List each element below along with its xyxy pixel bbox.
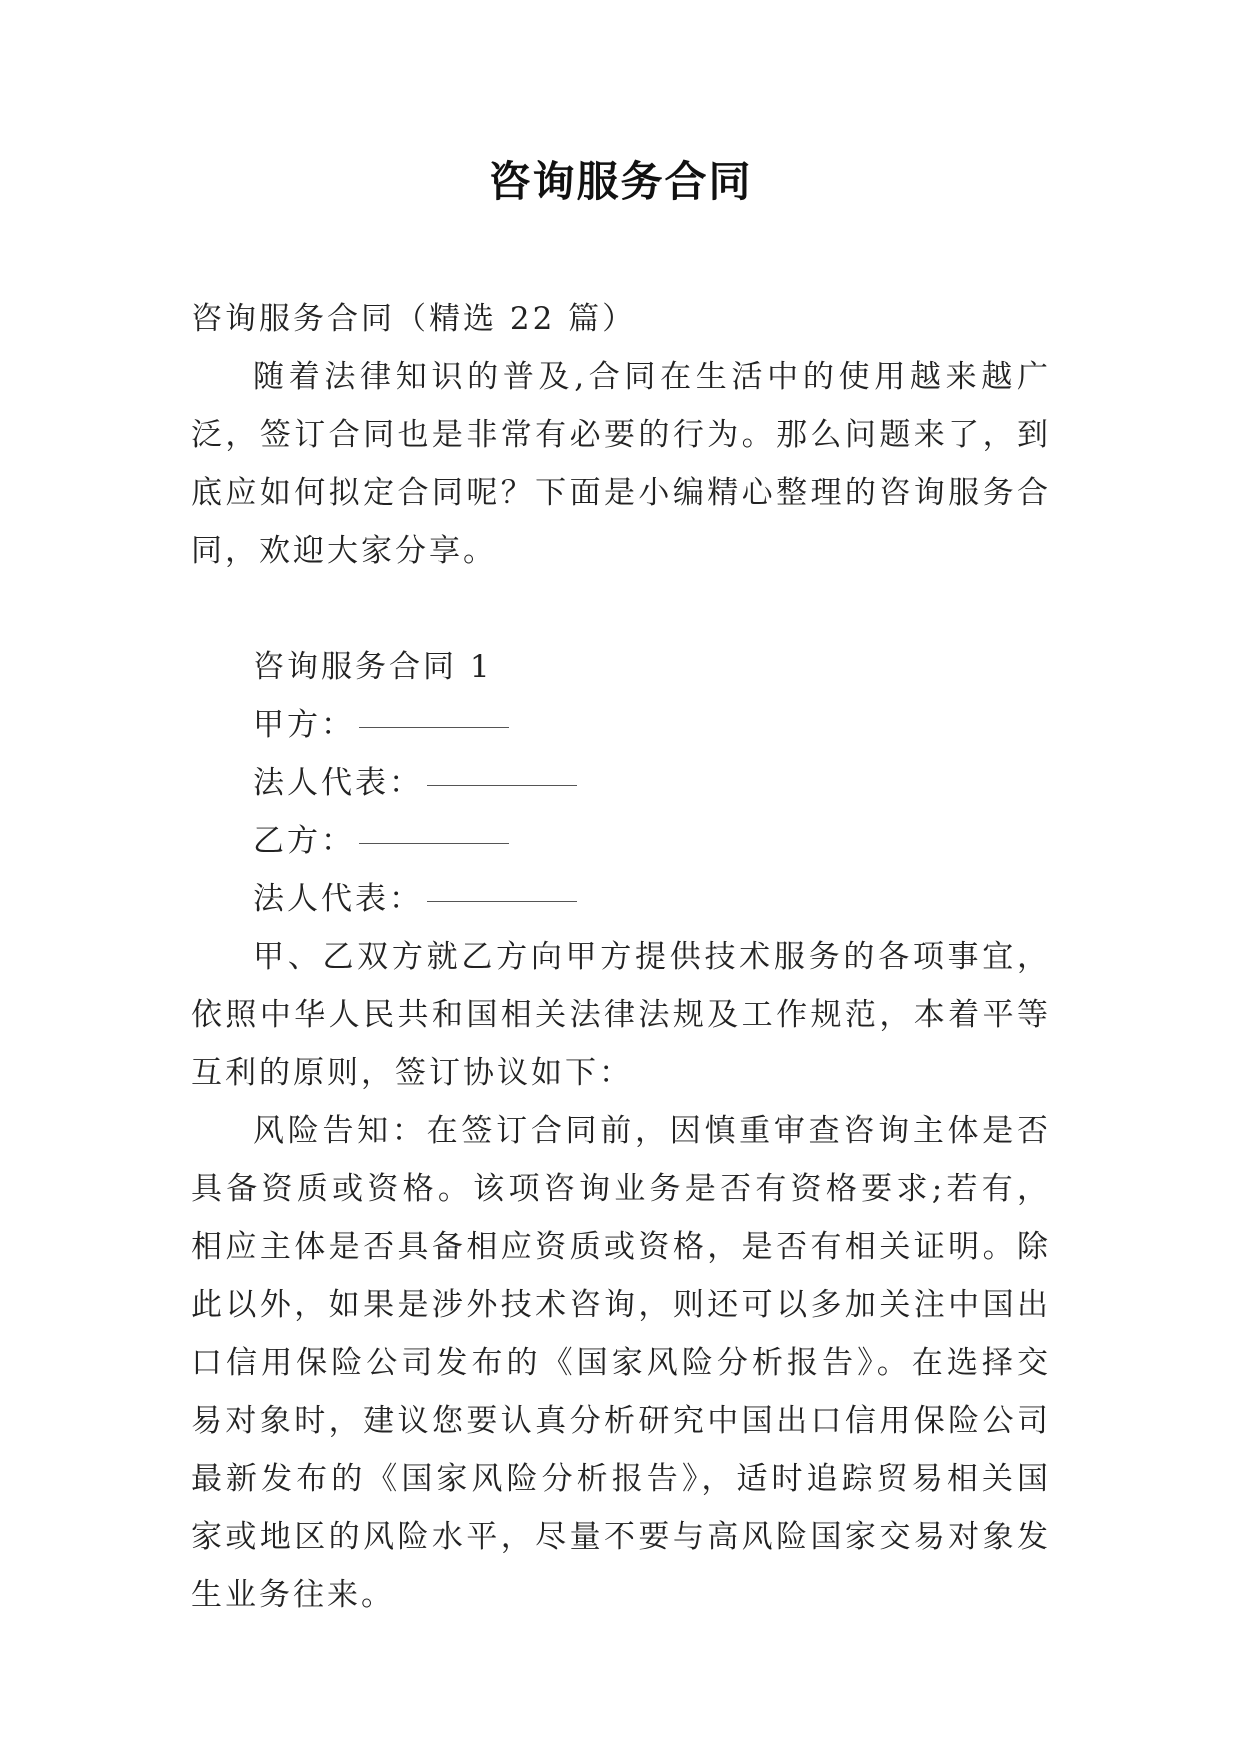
party-b-representative-label: 法人代表： xyxy=(253,881,423,917)
party-b-representative-field xyxy=(191,870,1051,928)
party-b-blank xyxy=(359,842,509,844)
party-a-blank xyxy=(359,726,509,728)
party-a-representative-blank xyxy=(427,784,577,786)
party-a-label: 甲方： xyxy=(253,707,355,743)
document-body xyxy=(191,290,1051,1624)
document-title: 咨询服务合同 xyxy=(488,157,753,206)
document-subtitle: 咨询服务合同（精选 22 篇） xyxy=(191,301,637,337)
section-spacer xyxy=(191,580,1051,638)
party-a-field xyxy=(191,696,1051,754)
party-a-representative-field xyxy=(191,754,1051,812)
section-heading: 咨询服务合同 1 xyxy=(253,649,493,685)
intro-paragraph: 随着法律知识的普及,合同在生活中的使用越来越广泛，签订合同也是非常有必要的行为。那么问题来了，到底应如何拟定合同呢？下面是小编精心整理的咨询服务合同，欢迎大家分享。 xyxy=(191,359,1051,569)
risk-notice-paragraph: 风险告知：在签订合同前，因慎重审查咨询主体是否具备资质或资格。该项咨询业务是否有资格要求;若有，相应主体是否具备相应资质或资格，是否有相关证明。除此以外，如果是涉外技术咨询，则还可以多加关注中国出口信用保险公司发布的《国家风险分析报告》。在选择交易对象时，建议您要认真分析研究中国出口信用保险公司最新发布的《国家风险分析报告》，适时追踪贸易相关国家或地区的风险水平，尽量不要与高风险国家交易对象发生业务往来。 xyxy=(191,1113,1051,1613)
party-b-field xyxy=(191,812,1051,870)
party-b-representative-blank xyxy=(427,900,577,902)
agreement-paragraph: 甲、乙双方就乙方向甲方提供技术服务的各项事宜，依照中华人民共和国相关法律法规及工作规范，本着平等互利的原则，签订协议如下： xyxy=(191,939,1051,1091)
party-b-label: 乙方： xyxy=(253,823,355,859)
party-a-representative-label: 法人代表： xyxy=(253,765,423,801)
